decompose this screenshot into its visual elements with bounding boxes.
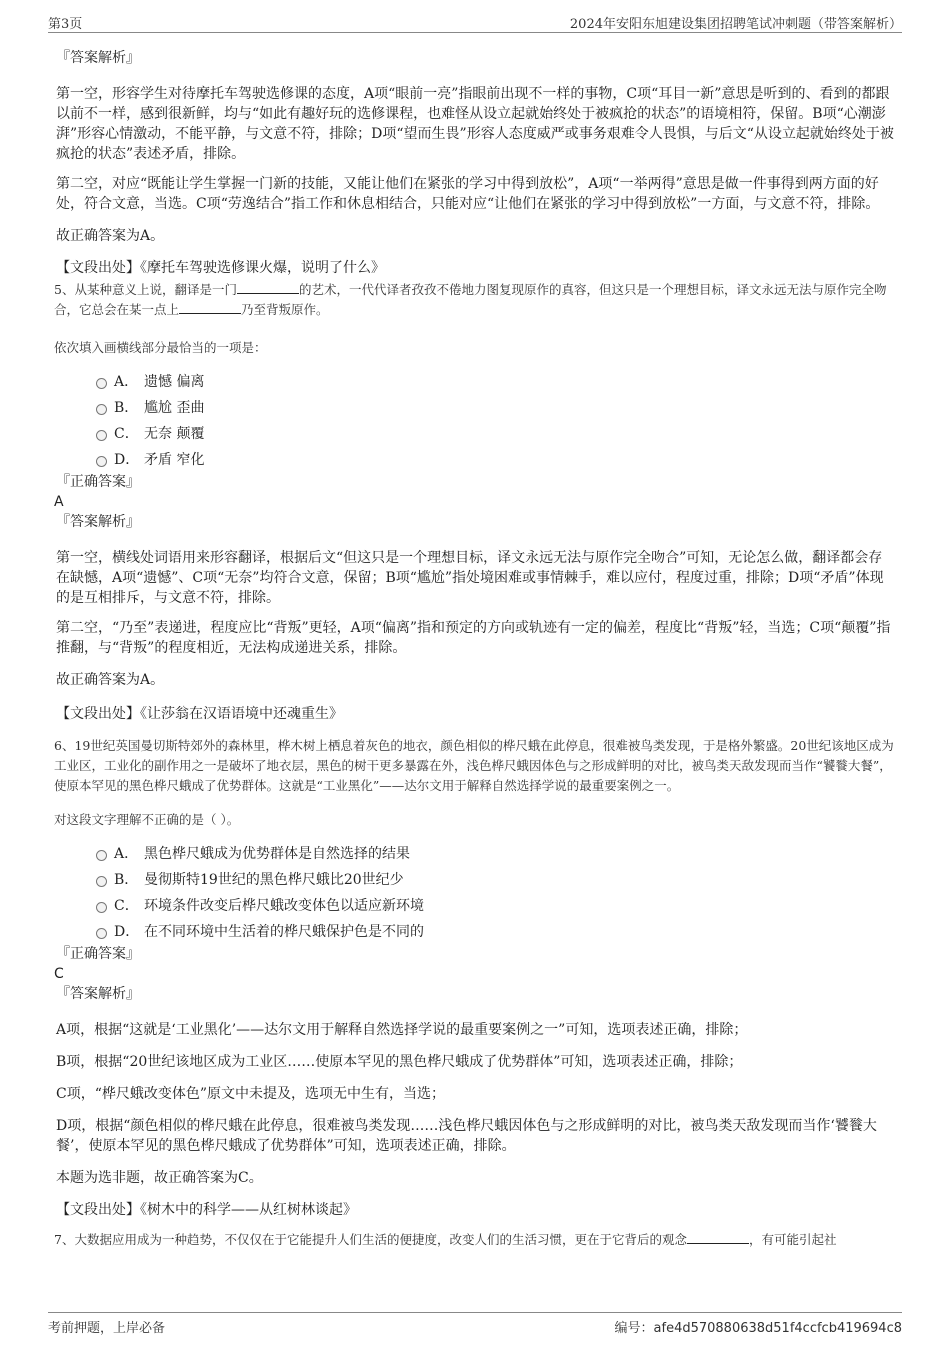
option-b[interactable]: B． 尴尬 歪曲 — [56, 398, 896, 424]
analysis-line: C项，“桦尺蛾改变体色”原文中未提及，选项无中生有，当选； — [56, 1086, 446, 1102]
radio-icon[interactable] — [96, 902, 107, 913]
radio-icon[interactable] — [96, 456, 107, 467]
conclusion: 故正确答案为A。 — [56, 228, 165, 244]
option-d[interactable]: D． 在不同环境中生活着的桦尺蛾保护色是不同的 — [56, 922, 896, 948]
radio-icon[interactable] — [96, 850, 107, 861]
question-stem: 7、大数据应用成为一种趋势，不仅仅在于它能提升人们生活的便捷度，改变人们的生活习惯，更在于它背后的观念 ，有可能引起社 — [54, 1232, 837, 1247]
radio-icon[interactable] — [96, 430, 107, 441]
source-citation: 【文段出处】《摩托车驾驶选修课火爆，说明了什么》 — [56, 260, 385, 276]
fill-blank — [179, 301, 241, 314]
document-code — [615, 1317, 902, 1336]
question-prompt: 对这段文字理解不正确的是（ ）。 — [54, 812, 240, 827]
analysis-line: B项，根据“20世纪该地区成为工业区……使原本罕见的黑色桦尺蛾成了优势群体”可知，选项表述正确，排除； — [56, 1054, 743, 1070]
document-body — [56, 42, 896, 1250]
question-7 — [56, 1230, 896, 1250]
radio-icon[interactable] — [96, 404, 107, 415]
analysis-tag: 『答案解析』 — [56, 50, 140, 66]
option-a[interactable]: A． 黑色桦尺蛾成为优势群体是自然选择的结果 — [56, 844, 896, 870]
question-5 — [56, 280, 896, 724]
radio-icon[interactable] — [96, 928, 107, 939]
option-b[interactable]: B． 曼彻斯特19世纪的黑色桦尺蛾比20世纪少 — [56, 870, 896, 896]
source-citation: 【文段出处】《让莎翁在汉语语境中还魂重生》 — [56, 706, 343, 722]
options-list — [56, 844, 896, 948]
source-citation: 【文段出处】《树木中的科学——从红树林谈起》 — [56, 1202, 357, 1218]
page-header — [48, 10, 902, 33]
footer-slogan: 考前押题，上岸必备 — [48, 1321, 166, 1336]
question-6 — [56, 736, 896, 1220]
fill-blank — [687, 1231, 749, 1244]
analysis-line: A项，根据“这就是‘工业黑化’——达尔文用于解释自然选择学说的最重要案例之一”可知，选项表述正确，排除； — [56, 1022, 748, 1038]
page-footer — [48, 1312, 902, 1337]
code-label: 编号： — [614, 1321, 654, 1336]
document-title: 2024年安阳东旭建设集团招聘笔试冲刺题（带答案解析） — [569, 17, 902, 32]
question-stem: 6、19世纪英国曼切斯特郊外的森林里，桦木树上栖息着灰色的地衣，颜色相似的桦尺蛾在此停息，很难被鸟类发现，于是格外繁盛。20世纪该地区成为工业区，工业化的副作用之一是破坏了地衣层，黑色的树干更多暴露在外，浅色桦尺蛾因体色与之形成鲜明的对比，被鸟类天敌发现而当作“饕餮大餐”，使原本罕见的黑色桦尺蛾成了优势群体。这就是“工业黑化”——达尔文用于解释自然选择学说的最重要案例之一。 — [54, 738, 894, 793]
analysis-paragraph: 第二空，“乃至”表递进，程度应比“背叛”更轻，A项“偏离”指和预定的方向或轨迹有一定的偏差，程度比“背叛”轻，当选；C项“颠覆”指推翻，与“背叛”的程度相近，无法构成递进关系，排除。 — [56, 620, 891, 656]
option-c[interactable]: C． 无奈 颠覆 — [56, 424, 896, 450]
question-prompt: 依次填入画横线部分最恰当的一项是： — [54, 340, 267, 355]
code-value: afe4d570880638d51f4ccfcb419694c8 — [653, 1321, 902, 1336]
analysis-line: D项，根据“颜色相似的桦尺蛾在此停息，很难被鸟类发现……浅色桦尺蛾因体色与之形成鲜明的对比，被鸟类天敌发现而当作‘饕餮大餐’，使原本罕见的黑色桦尺蛾成了优势群体”可知，选项表述正确，排除。 — [56, 1118, 877, 1154]
option-c[interactable]: C． 环境条件改变后桦尺蛾改变体色以适应新环境 — [56, 896, 896, 922]
option-d[interactable]: D． 矛盾 窄化 — [56, 450, 896, 476]
fill-blank — [237, 281, 299, 294]
option-a[interactable]: A． 遗憾 偏离 — [56, 372, 896, 398]
question-stem: 5、从某种意义上说，翻译是一门 的艺术，一代代译者孜孜不倦地力图复现原作的真容，但这只是一个理想目标，译文永远无法与原作完全吻合，它总会在某一点上 乃至背叛原作。 — [54, 282, 887, 317]
conclusion: 本题为选非题，故正确答案为C。 — [56, 1170, 263, 1186]
analysis-paragraph: 第二空，对应“既能让学生掌握一门新的技能，又能让他们在紧张的学习中得到放松”，A项“一举两得”意思是做一件事得到两方面的好处，符合文意，当选。C项“劳逸结合”指工作和休息相结合，只能对应“让他们在紧张的学习中得到放松”一方面，与文意不符，排除。 — [56, 176, 880, 212]
analysis-paragraph: 第一空，横线处词语用来形容翻译，根据后文“但这只是一个理想目标，译文永远无法与原作完全吻合”可知，无论怎么做，翻译都会存在缺憾，A项“遗憾”、C项“无奈”均符合文意，保留；B项“尴尬”指处境困难或事情棘手，难以应付，程度过重，排除；D项“矛盾”体现的是互相排斥，与文意不符，排除。 — [56, 550, 884, 606]
analysis-tag: 『答案解析』 — [56, 986, 140, 1002]
options-list — [56, 372, 896, 476]
answer-tag: 『正确答案』 — [56, 474, 140, 490]
correct-answer: C — [54, 966, 64, 982]
analysis-tag: 『答案解析』 — [56, 514, 140, 530]
correct-answer: A — [54, 494, 64, 510]
analysis-paragraph: 第一空，形容学生对待摩托车驾驶选修课的态度，A项“眼前一亮”指眼前出现不一样的事物，C项“耳目一新”意思是听到的、看到的都跟以前不一样，感到很新鲜，均与“如此有趣好玩的选修课程，也难怪从设立起就始终处于被疯抢的状态”的语境相符，保留。B项“心潮澎湃”形容心情激动，不能平静，与文意不符，排除；D项“望而生畏”形容人态度威严或事务艰难令人畏惧，与后文“从设立起就始终处于被疯抢的状态”表述矛盾，排除。 — [56, 86, 894, 162]
conclusion: 故正确答案为A。 — [56, 672, 165, 688]
radio-icon[interactable] — [96, 876, 107, 887]
answer-tag: 『正确答案』 — [56, 946, 140, 962]
radio-icon[interactable] — [96, 378, 107, 389]
page-number: 第3页 — [48, 17, 83, 32]
